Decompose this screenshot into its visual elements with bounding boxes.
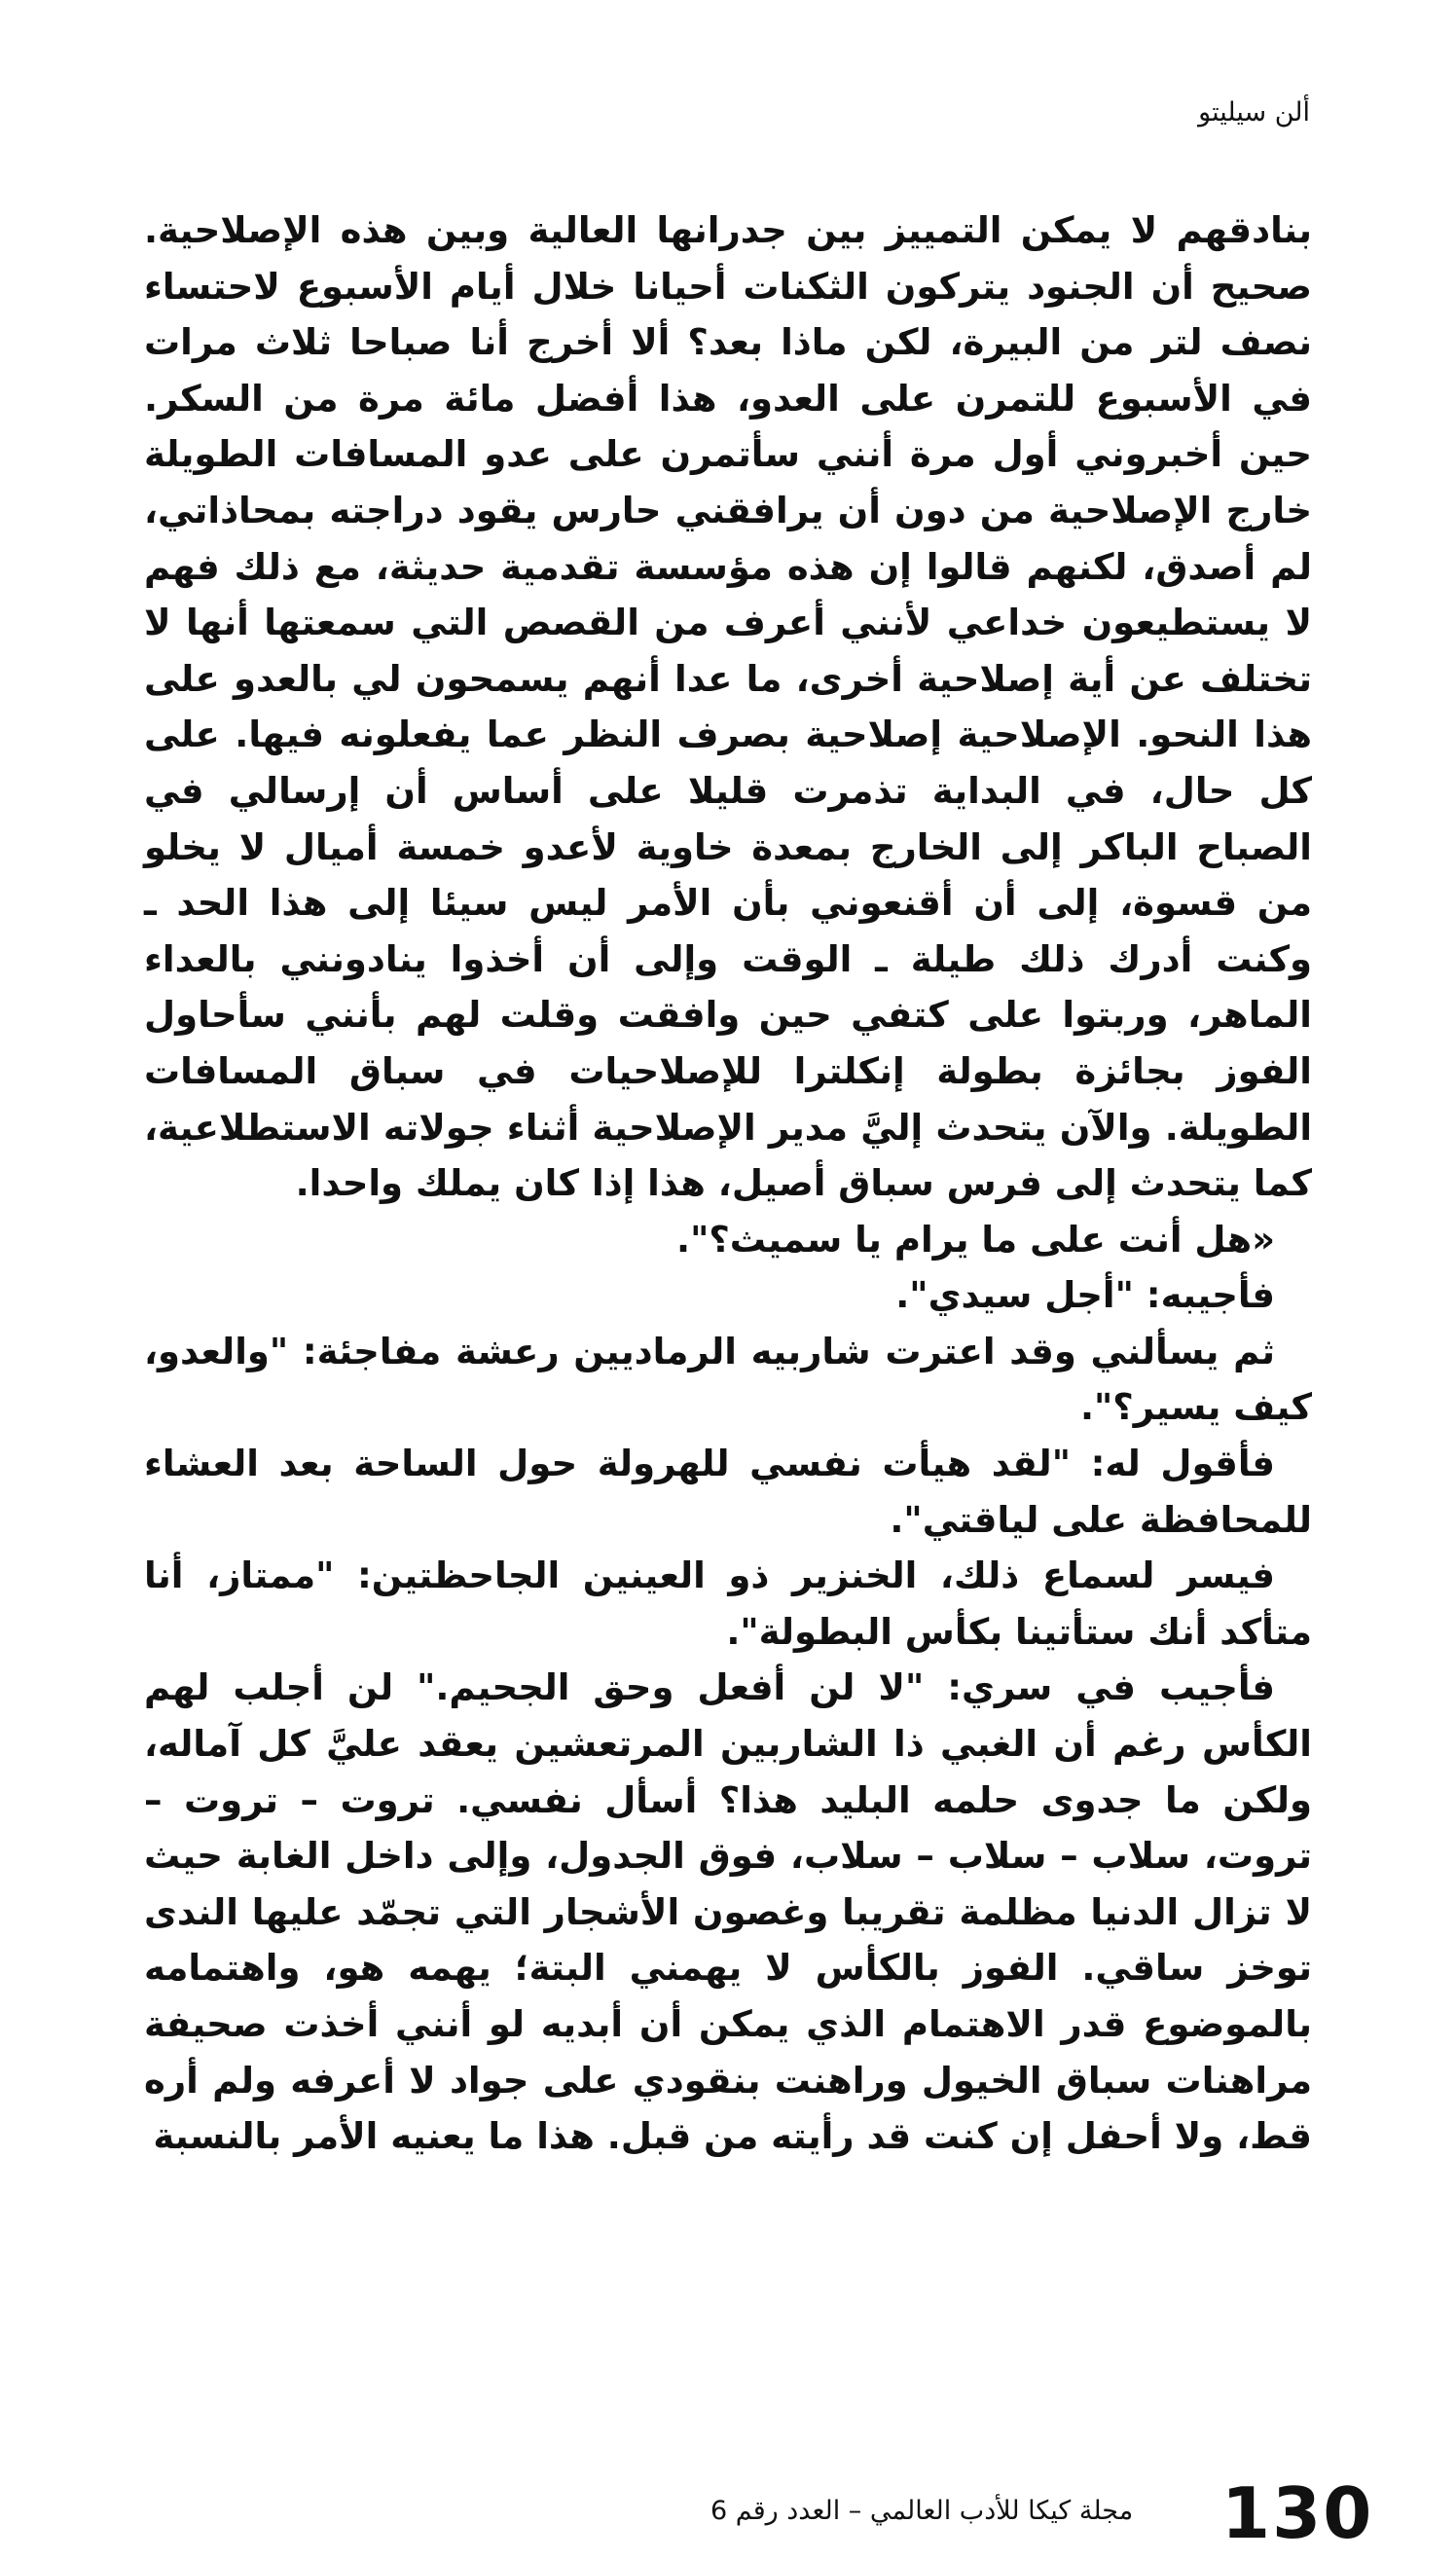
- paragraph: فأقول له: "لقد هيأت نفسي للهرولة حول الساحة بعد العشاء للمحافظة على لياقتي".: [144, 1443, 1312, 1541]
- footer-journal-title: مجلة كيكا للأدب العالمي – العدد رقم 6: [710, 2496, 1134, 2526]
- paragraph: بنادقهم لا يمكن التمييز بين جدرانها العالية وبين هذه الإصلاحية. صحيح أن الجنود يتركون الثكنات أحيانا خلال أيام الأسبوع لاحتساء نصف لتر من البيرة، لكن ماذا بعد؟ ألا أخرج أنا صباحا ثلاث مرات في الأسبوع للتمرن على العدو، هذا أفضل مائة مرة من السكر. حين أخبروني أول مرة أنني سأتمرن على عدو المسافات الطويلة خارج الإصلاحية من دون أن يرافقني حارس يقود دراجته بمحاذاتي، لم أصدق، لكنهم قالوا إن هذه مؤسسة تقدمية حديثة، مع ذلك فهم لا يستطيعون خداعي لأنني أعرف من القصص التي سمعتها أنها لا تختلف عن أية إصلاحية أخرى، ما عدا أنهم يسمحون لي بالعدو على هذا النحو. الإصلاحية إصلاحية بصرف النظر عما يفعلونه فيها. على كل حال، في البداية تذمرت قليلا على أساس أن إرسالي في الصباح الباكر إلى الخارج بمعدة خاوية لأعدو خمسة أميال لا يخلو من قسوة، إلى أن أقنعوني بأن الأمر ليس سيئا إلى هذا الحد ـ وكنت أدرك ذلك طيلة ـ الوقت وإلى أن أخذوا ينادونني بالعداء الماهر، وربتوا على كتفي حين وافقت وقلت لهم بأنني سأحاول الفوز بجائزة بطولة إنكلترا للإصلاحيات في سباق المسافات الطويلة. والآن يتحدث إليَّ مدير الإصلاحية أثناء جولاته الاستطلاعية، كما يتحدث إلى فرس سباق أصيل، هذا إذا كان يملك واحدا.: [144, 209, 1312, 1205]
- paragraph: ثم يسألني وقد اعترت شاربيه الرماديين رعشة مفاجئة: "والعدو، كيف يسير؟".: [144, 1330, 1312, 1429]
- paragraph: فأجيب في سري: "لا لن أفعل وحق الجحيم." لن أجلب لهم الكأس رغم أن الغبي ذا الشاربين المرتعشين يعقد عليَّ كل آماله، ولكن ما جدوى حلمه البليد هذا؟ أسأل نفسي. تروت – تروت – تروت، سلاب – سلاب – سلاب، فوق الجدول، وإلى داخل الغابة حيث لا تزال الدنيا مظلمة تقريبا وغصون الأشجار التي تجمّد عليها الندى توخز ساقي. الفوز بالكأس لا يهمني البتة؛ يهمه هو، واهتمامه بالموضوع قدر الاهتمام الذي يمكن أن أبديه لو أنني أخذت صحيفة مراهنات سباق الخيول وراهنت بنقودي على جواد لا أعرفه ولم أره قط، ولا أحفل إن كنت قد رأيته من قبل. هذا ما يعنيه الأمر بالنسبة: [144, 1666, 1312, 2158]
- paragraph: «هل أنت على ما يرام يا سميث؟".: [676, 1218, 1275, 1261]
- running-header-author: ألن سيليتو: [1198, 97, 1310, 128]
- paragraph: فأجيبه: "أجل سيدي".: [895, 1274, 1275, 1317]
- page-number: 130: [1221, 2472, 1374, 2554]
- page-footer: [146, 2472, 1374, 2560]
- body-text: [144, 202, 1312, 2165]
- paragraph: فيسر لسماع ذلك، الخنزير ذو العينين الجاحظتين: "ممتاز، أنا متأكد أنك ستأتينا بكأس البطولة".: [144, 1554, 1312, 1653]
